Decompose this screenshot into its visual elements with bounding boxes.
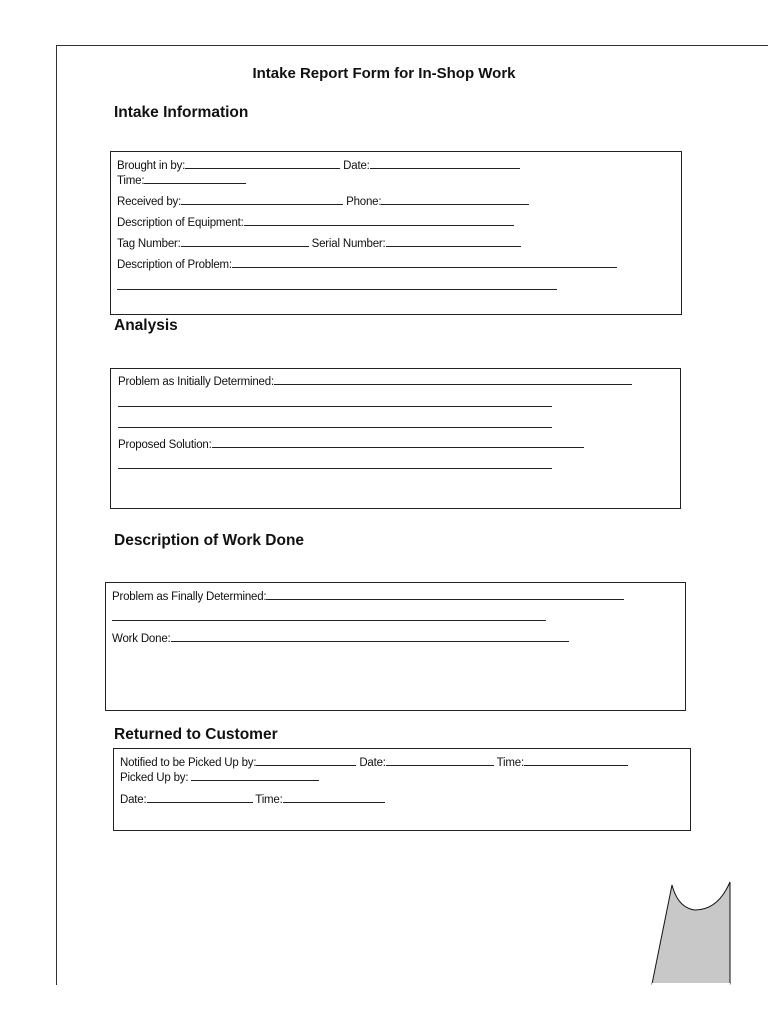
- serial-number-label: Serial Number:: [311, 238, 386, 250]
- equipment-desc-label: Description of Equipment:: [117, 217, 244, 229]
- picked-up-by-field[interactable]: [120, 769, 319, 784]
- final-problem-line-2[interactable]: [112, 620, 546, 621]
- initial-problem-line-3[interactable]: [118, 427, 552, 428]
- tag-number-label: Tag Number:: [117, 238, 181, 250]
- notified-date-blank[interactable]: [386, 754, 494, 766]
- work-done-field[interactable]: [112, 630, 569, 645]
- pickup-time-label: Time:: [255, 794, 283, 806]
- initial-problem-field[interactable]: [118, 373, 632, 388]
- notified-field[interactable]: [120, 754, 628, 769]
- problem-desc-label: Description of Problem:: [117, 259, 232, 271]
- received-by-label: Received by:: [117, 196, 182, 208]
- final-problem-blank[interactable]: [266, 588, 624, 600]
- tag-number-blank[interactable]: [181, 235, 309, 247]
- work-done-blank[interactable]: [171, 630, 569, 642]
- returned-heading: Returned to Customer: [114, 726, 278, 743]
- problem-desc-field[interactable]: [117, 256, 617, 271]
- notified-time-blank[interactable]: [524, 754, 628, 766]
- intake-time-blank[interactable]: [144, 172, 246, 184]
- picked-up-by-label: Picked Up by:: [120, 772, 192, 784]
- intake-date-label: Date:: [343, 160, 370, 172]
- page-curl-icon: [640, 880, 740, 990]
- page-curl-shape: [652, 882, 730, 984]
- brought-in-by-blank[interactable]: [185, 157, 340, 169]
- problem-desc-line-2[interactable]: [117, 289, 557, 290]
- notified-time-label: Time:: [496, 757, 524, 769]
- proposed-solution-blank[interactable]: [212, 436, 584, 448]
- brought-in-by-field[interactable]: [117, 157, 520, 172]
- final-problem-label: Problem as Finally Determined:: [112, 591, 267, 603]
- intake-heading: Intake Information: [114, 104, 249, 121]
- notified-label: Notified to be Picked Up by:: [120, 757, 257, 769]
- serial-number-blank[interactable]: [386, 235, 521, 247]
- analysis-heading: Analysis: [114, 317, 178, 334]
- received-by-field[interactable]: [117, 193, 529, 208]
- picked-up-by-blank[interactable]: [191, 769, 319, 781]
- equipment-desc-field[interactable]: [117, 214, 514, 229]
- form-title: Intake Report Form for In-Shop Work: [252, 65, 516, 82]
- brought-in-by-label: Brought in by:: [117, 160, 186, 172]
- received-by-blank[interactable]: [181, 193, 343, 205]
- proposed-solution-field[interactable]: [118, 436, 584, 451]
- pickup-date-time-field[interactable]: [120, 791, 385, 806]
- phone-label: Phone:: [346, 196, 382, 208]
- notified-date-label: Date:: [359, 757, 386, 769]
- intake-date-blank[interactable]: [370, 157, 520, 169]
- work-done-label: Work Done:: [112, 633, 171, 645]
- pickup-date-label: Date:: [120, 794, 147, 806]
- problem-desc-blank[interactable]: [232, 256, 617, 268]
- initial-problem-blank[interactable]: [274, 373, 632, 385]
- work-done-heading: Description of Work Done: [114, 532, 305, 549]
- intake-time-label: Time:: [117, 175, 145, 187]
- pickup-time-blank[interactable]: [283, 791, 385, 803]
- notified-blank[interactable]: [256, 754, 356, 766]
- initial-problem-label: Problem as Initially Determined:: [118, 376, 274, 388]
- tag-serial-field[interactable]: [117, 235, 521, 250]
- pickup-date-blank[interactable]: [147, 791, 253, 803]
- phone-blank[interactable]: [381, 193, 529, 205]
- proposed-solution-line-2[interactable]: [118, 468, 552, 469]
- intake-time-field[interactable]: [117, 172, 246, 187]
- initial-problem-line-2[interactable]: [118, 406, 552, 407]
- proposed-solution-label: Proposed Solution:: [118, 439, 212, 451]
- equipment-desc-blank[interactable]: [244, 214, 514, 226]
- final-problem-field[interactable]: [112, 588, 624, 603]
